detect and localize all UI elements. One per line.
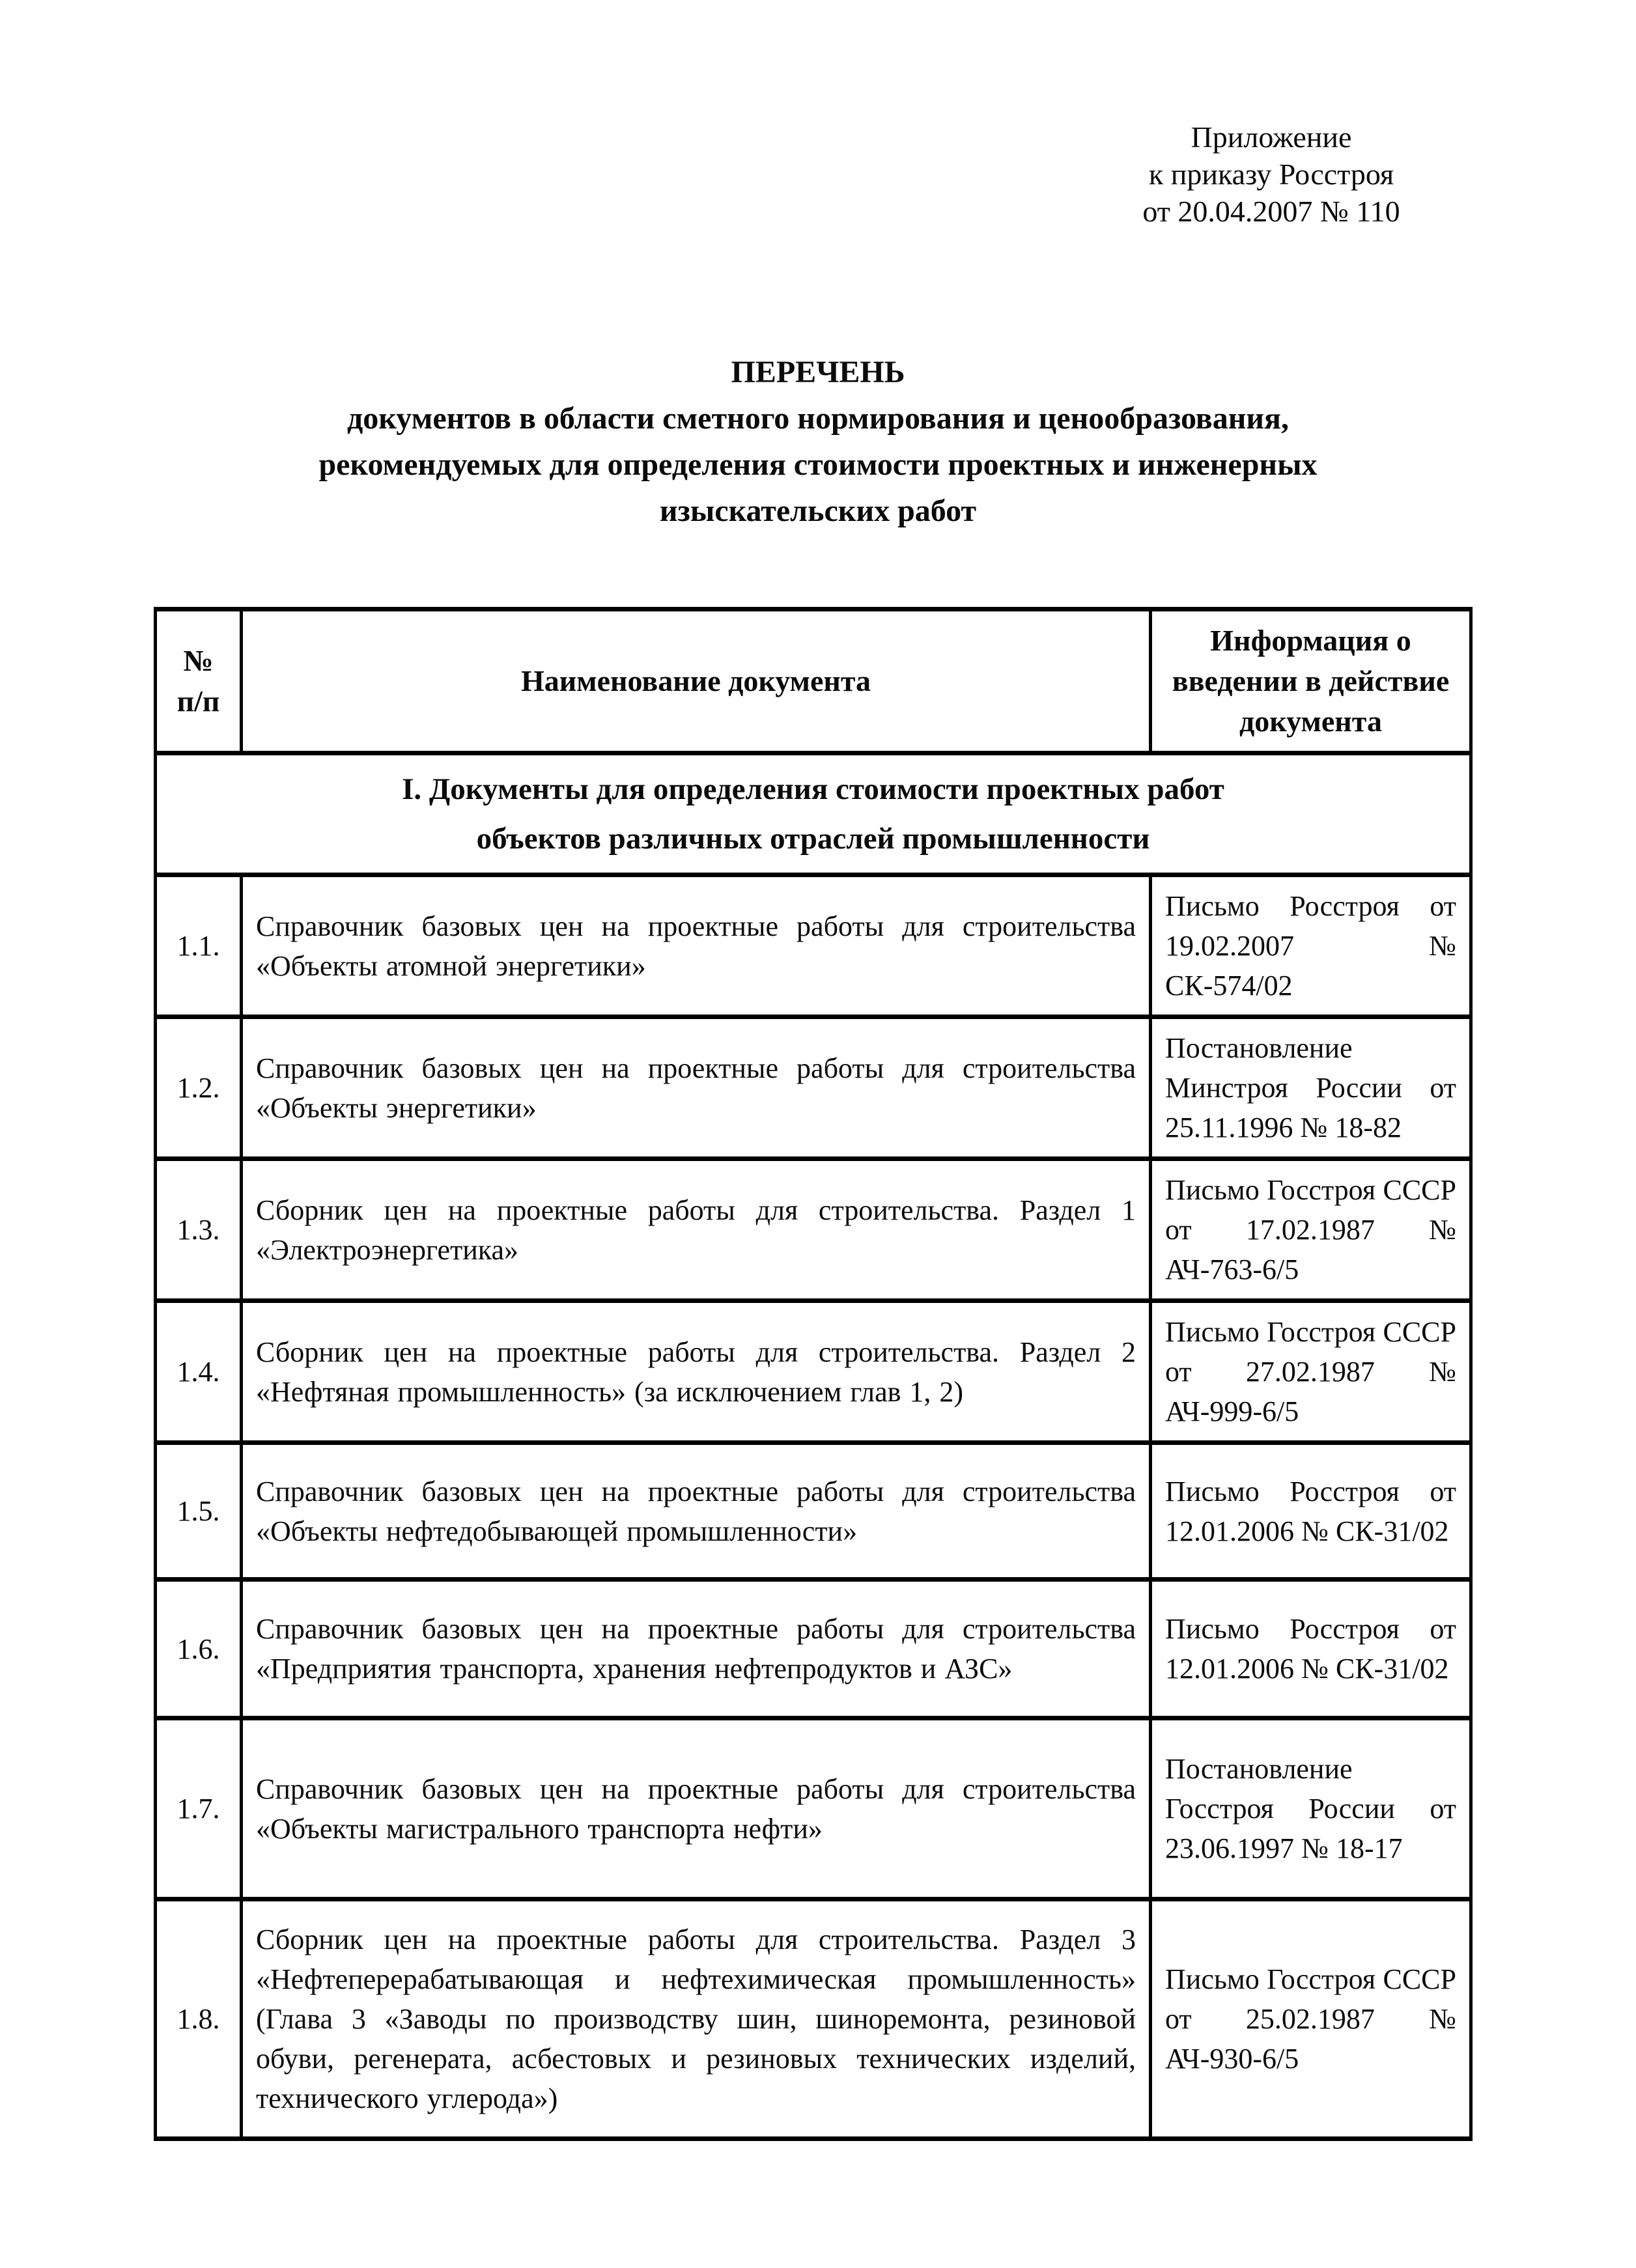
- row-number: 1.5.: [156, 1443, 242, 1580]
- row-number: 1.1.: [156, 875, 242, 1017]
- document-title: [0, 349, 1636, 534]
- appendix-reference-line: от 20.04.2007 № 110: [1142, 195, 1400, 228]
- document-info: Письмо Росстроя от 12.01.2006 № СК-31/02: [1151, 1580, 1471, 1718]
- row-number: 1.6.: [156, 1580, 242, 1718]
- document-info: Постановление Госстроя России от 23.06.1997 № 18-17: [1151, 1718, 1471, 1899]
- section-header-row: [156, 753, 1471, 875]
- row-number: 1.2.: [156, 1017, 242, 1159]
- row-number: 1.7.: [156, 1718, 242, 1899]
- table-row: [156, 1017, 1471, 1159]
- table-row: [156, 1718, 1471, 1899]
- document-title-line: документов в области сметного нормирования и ценообразования,: [347, 401, 1289, 436]
- document-info: Письмо Росстроя от 19.02.2007 № СК-574/02: [1151, 875, 1471, 1017]
- document-name: Справочник базовых цен на проектные работы для строительства «Предприятия транспорта, хранения нефтепродуктов и АЗС»: [242, 1580, 1151, 1718]
- document-name: Справочник базовых цен на проектные работы для строительства «Объекты магистрального транспорта нефти»: [242, 1718, 1151, 1899]
- row-number: 1.3.: [156, 1159, 242, 1301]
- appendix-reference-line: к приказу Росстроя: [1148, 158, 1394, 191]
- table-row: [156, 1159, 1471, 1301]
- documents-table: [154, 607, 1473, 2141]
- column-header-num: № п/п: [156, 609, 242, 753]
- appendix-reference: [1102, 119, 1441, 230]
- appendix-reference-line: Приложение: [1191, 120, 1352, 154]
- document-title-line: рекомендуемых для определения стоимости проектных и инженерных: [318, 447, 1318, 482]
- table-row: [156, 1580, 1471, 1718]
- table-row: [156, 1899, 1471, 2139]
- table-row: [156, 1301, 1471, 1443]
- document-info: Письмо Госстроя СССР от 27.02.1987 № АЧ-999-6/5: [1151, 1301, 1471, 1443]
- document-name: Сборник цен на проектные работы для строительства. Раздел 2 «Нефтяная промышленность» (за исключением глав 1, 2): [242, 1301, 1151, 1443]
- section-header: I. Документы для определения стоимости проектных работ объектов различных отраслей промышленности: [156, 753, 1471, 875]
- row-number: 1.8.: [156, 1899, 242, 2139]
- document-name: Сборник цен на проектные работы для строительства. Раздел 1 «Электроэнергетика»: [242, 1159, 1151, 1301]
- document-info: Письмо Росстроя от 12.01.2006 № СК-31/02: [1151, 1443, 1471, 1580]
- document-name: Сборник цен на проектные работы для строительства. Раздел 3 «Нефтеперерабатывающая и нефтехимическая промышленность» (Глава 3 «Заводы по производству шин, шиноремонта, резиновой обуви, регенерата, асбестовых и резиновых технических изделий, технического углерода»): [242, 1899, 1151, 2139]
- document-info: Постановление Минстроя России от 25.11.1996 № 18-82: [1151, 1017, 1471, 1159]
- row-number: 1.4.: [156, 1301, 242, 1443]
- document-name: Справочник базовых цен на проектные работы для строительства «Объекты атомной энергетики»: [242, 875, 1151, 1017]
- column-header-info: Информация о введении в действие документа: [1151, 609, 1471, 753]
- document-name: Справочник базовых цен на проектные работы для строительства «Объекты энергетики»: [242, 1017, 1151, 1159]
- table-row: [156, 875, 1471, 1017]
- table-header-row: [156, 609, 1471, 753]
- document-name: Справочник базовых цен на проектные работы для строительства «Объекты нефтедобывающей промышленности»: [242, 1443, 1151, 1580]
- document-title-line: изыскательских работ: [659, 494, 977, 528]
- column-header-name: Наименование документа: [242, 609, 1151, 753]
- document-info: Письмо Госстроя СССР от 17.02.1987 № АЧ-763-6/5: [1151, 1159, 1471, 1301]
- document-info: Письмо Госстроя СССР от 25.02.1987 № АЧ-930-6/5: [1151, 1899, 1471, 2139]
- table-row: [156, 1443, 1471, 1580]
- document-title-line: ПЕРЕЧЕНЬ: [731, 355, 905, 389]
